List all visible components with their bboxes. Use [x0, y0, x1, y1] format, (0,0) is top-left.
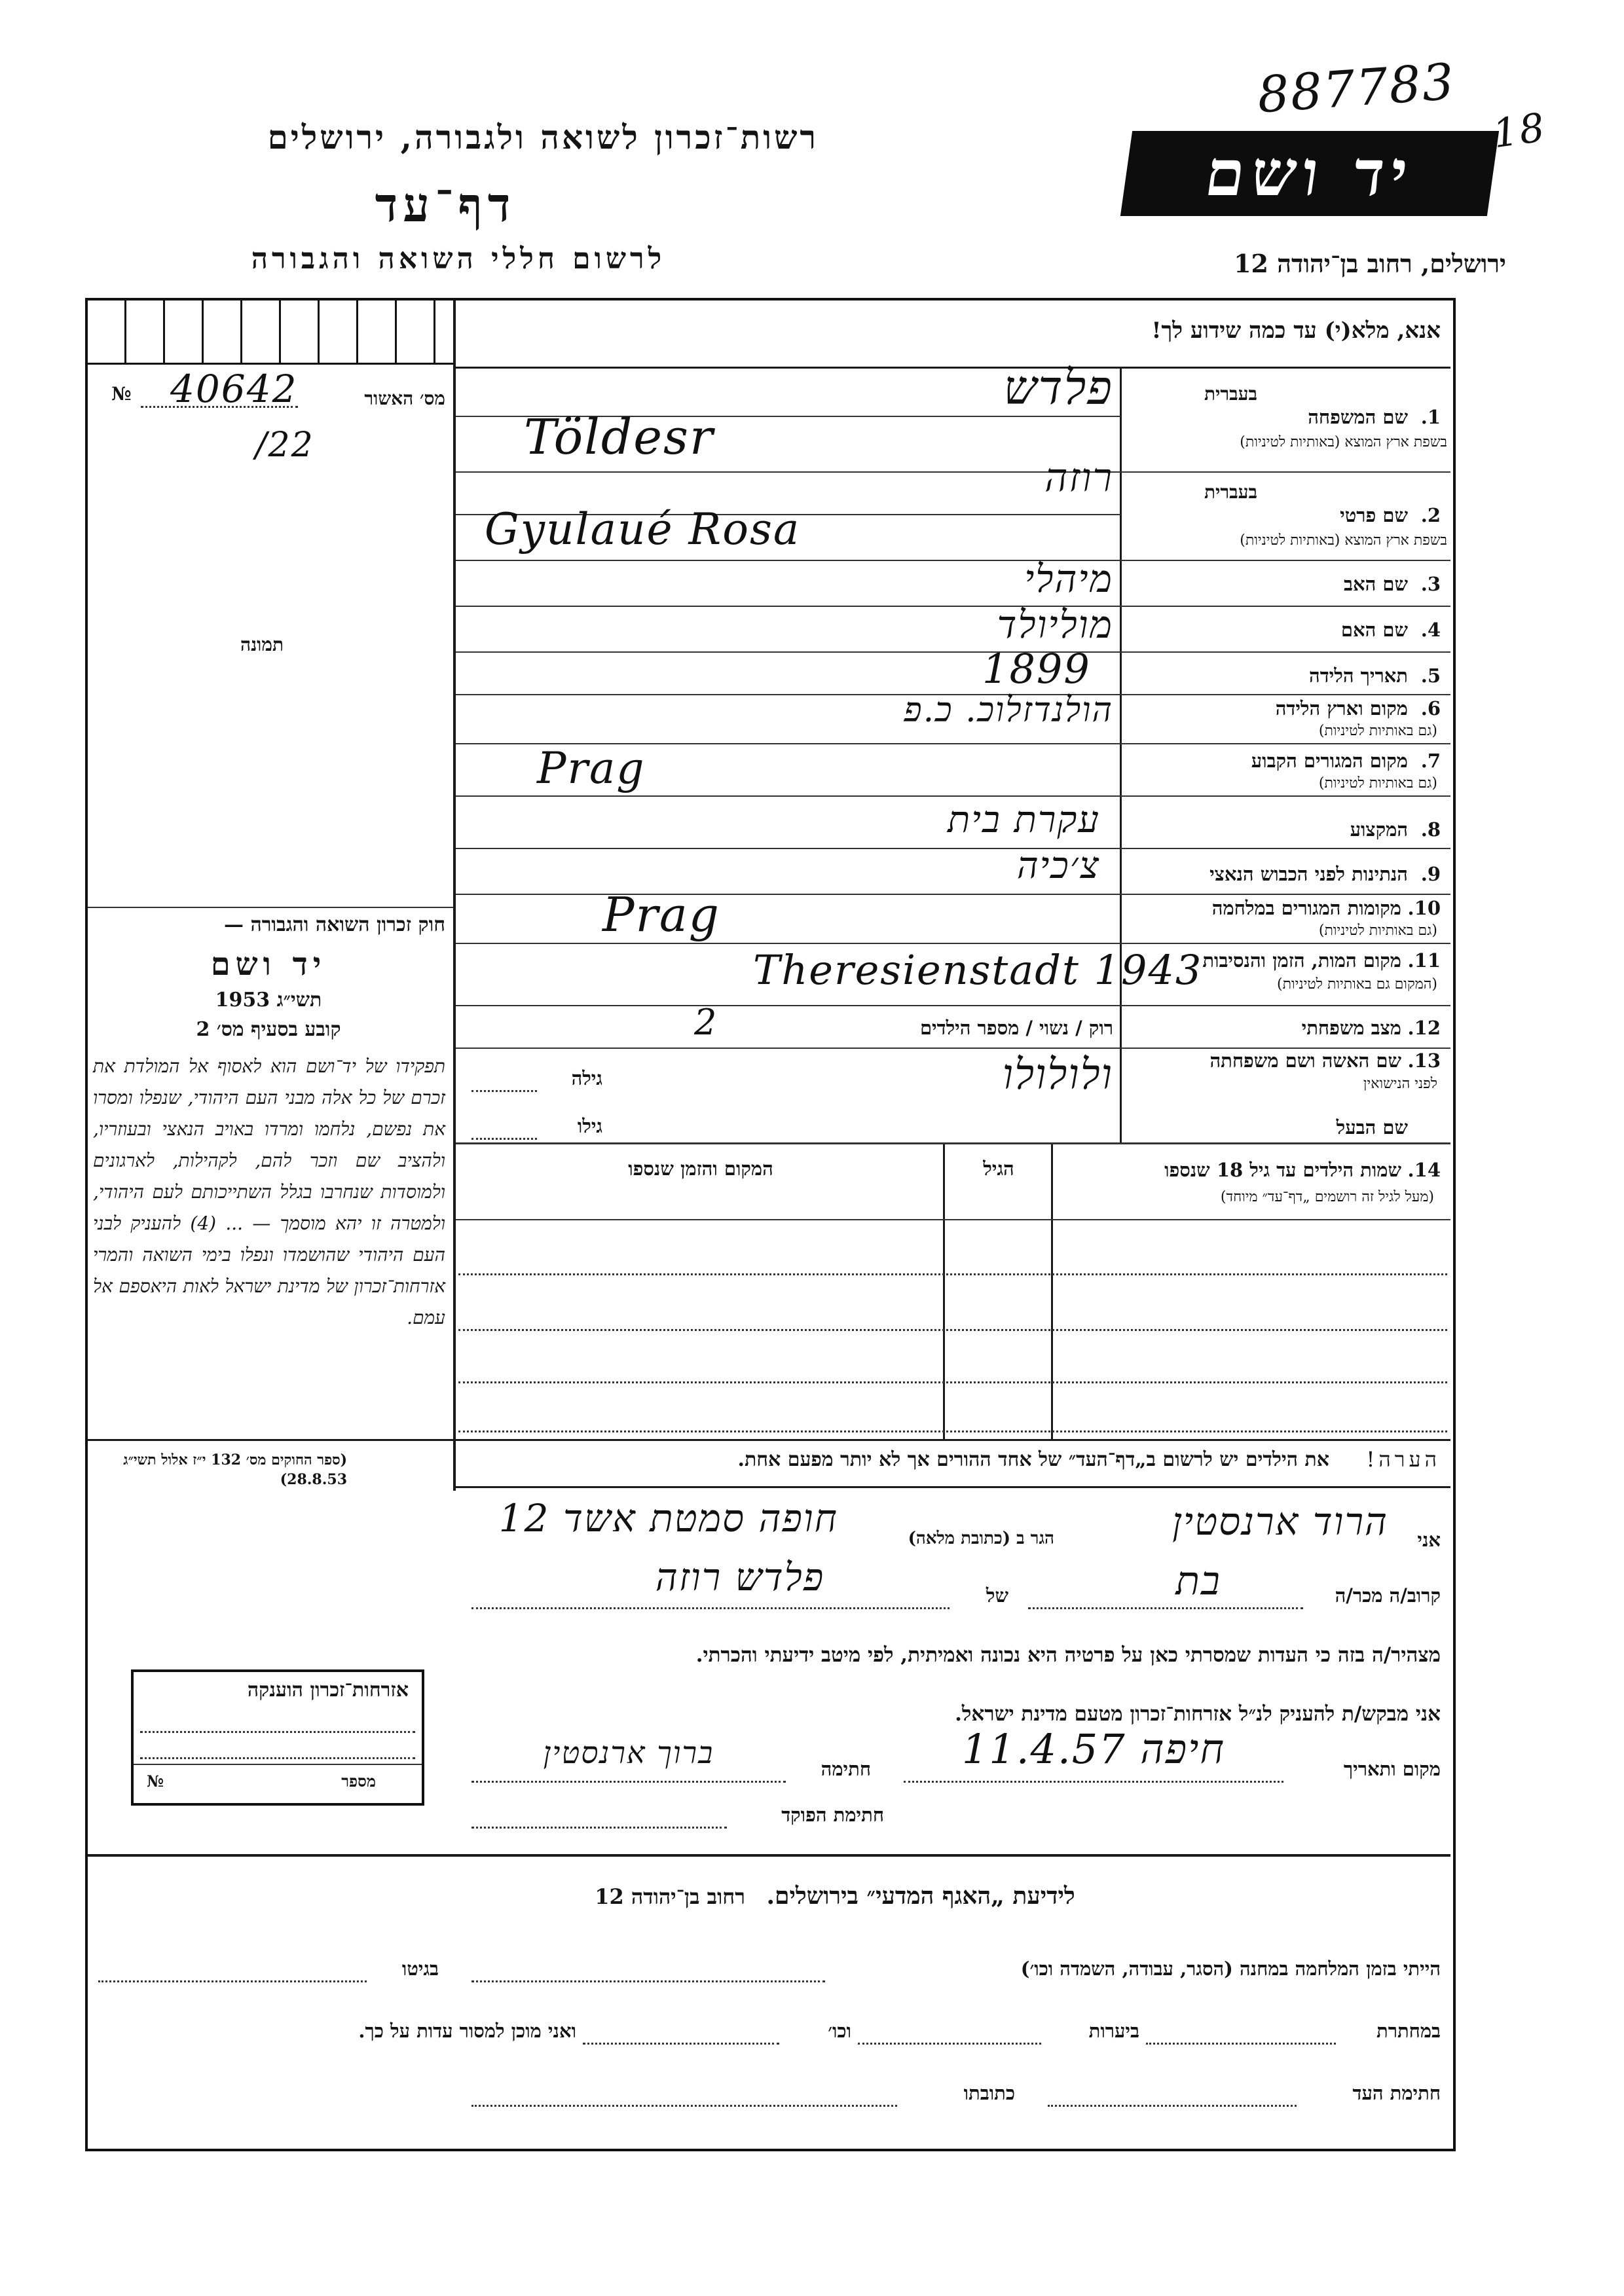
- place-date-dots: [904, 1781, 1283, 1783]
- relation-dots: [1028, 1607, 1303, 1609]
- row-line: [456, 1142, 1450, 1144]
- field-6-value: הולנדזלוכ. כ.פ: [904, 691, 1113, 730]
- field-6-number: 6.: [1420, 697, 1441, 720]
- field-3-value: מיהלי: [1024, 556, 1113, 601]
- citizenship-title: אזרחות־זכרון הוענקה: [247, 1679, 409, 1702]
- field-1-number: 1.: [1420, 406, 1441, 428]
- citizenship-dots-2: [140, 1757, 415, 1759]
- tick-strip: [88, 301, 453, 365]
- footer-ghetto-label: בגיטו: [401, 1958, 439, 1980]
- law-year: תשי״ג 1953: [215, 989, 322, 1011]
- footer-underground-label: במחתרת: [1376, 2020, 1441, 2042]
- approval-label: מס׳ האשור: [364, 388, 445, 409]
- field-9-label: הנתינות לפני הכבוש הנאצי: [1209, 863, 1408, 885]
- children-row: [458, 1381, 1447, 1383]
- field-8-label: המקצוע: [1350, 818, 1408, 841]
- husband-age-dots: [471, 1138, 537, 1140]
- field-8-number: 8.: [1420, 818, 1441, 841]
- footer-camp-dots: [471, 1980, 825, 1982]
- photo-label: תמונה: [240, 634, 284, 655]
- footer-forests-dots: [858, 2043, 1041, 2045]
- field-13-value: ולולולו: [1002, 1051, 1113, 1099]
- official-signature-label: חתימת הפוקד: [781, 1804, 884, 1826]
- law-text: תפקידו של יד־ושם הוא לאסוף אל המולדת את זכרם של כל אלה מבני העם היהודי, שנפלו ומסרו את נפשם, נלחמו ומרדו באויב הנאצי ובעוזריו, ולהציב שם וזכר להם, לקהילות, לארגונים ולמוסדות שנחרבו בגלל השתייכותם לעם היהודי, ולמטרה זו יהא מוסמך — ... (4) להעניק לבני העם היהודי שהושמדו ונפלו בימי השואה והמרי אזרחות־זכרון של מדינת ישראל לאות היאספם אל עמם.: [93, 1055, 445, 1328]
- footer-etc-dots: [583, 2043, 779, 2045]
- declarant-name: הרוד ארנסטין: [1172, 1499, 1388, 1544]
- note-text: את הילדים יש לרשום ב„דף־העד״ של אחד ההורים אך לא יותר מפעם אחת.: [737, 1448, 1329, 1471]
- footer-title-text: לידיעת „האגף המדעי״ בירושלים.: [766, 1882, 1075, 1910]
- field-1-tag: בעברית: [1204, 383, 1257, 405]
- footer-divider: [88, 1854, 1450, 1857]
- law-name: יד ושם: [210, 946, 327, 983]
- citizenship-number-label: מספר: [341, 1772, 376, 1791]
- place-date-value: חיפה 11.4.57: [961, 1725, 1226, 1773]
- field-7-number: 7.: [1420, 750, 1441, 772]
- row-line: [456, 795, 1450, 797]
- of-label: של: [986, 1584, 1008, 1607]
- citizenship-dots: [140, 1731, 415, 1733]
- relation-label: קרוב/ה מכר/ה: [1335, 1584, 1441, 1607]
- approval-no-mark: №: [111, 383, 132, 405]
- field-2-value-hebrew: רוזה: [1044, 455, 1113, 501]
- yad-vashem-logo: [1120, 131, 1499, 216]
- field-4-value: מוליולד: [997, 602, 1113, 647]
- field-5-label: תאריך הלידה: [1309, 665, 1408, 687]
- field-9-number: 9.: [1420, 863, 1441, 885]
- note-divider: [88, 1439, 1450, 1441]
- of-value: פלדש רוזה: [655, 1555, 825, 1599]
- field-12-value: 2: [694, 1002, 718, 1043]
- row-line: [456, 651, 1450, 653]
- field-13-age-label: גילה: [571, 1067, 602, 1089]
- field-10-number: 10.: [1407, 897, 1441, 919]
- place-date-label: מקום ותאריך: [1343, 1758, 1441, 1780]
- field-1-value-latin: Töldesr: [524, 409, 714, 465]
- children-row: [458, 1329, 1447, 1331]
- field-10-label: מקומות המגורים במלחמה: [1211, 897, 1401, 919]
- approval-value: 40642: [170, 367, 298, 411]
- approval-value-2: /22: [255, 426, 314, 465]
- field-5-value: 1899: [982, 645, 1091, 693]
- footer-witness-address-label: כתובתו: [963, 2082, 1015, 2104]
- field-2-tag: בעברית: [1204, 481, 1257, 503]
- field-12-options: רוק / נשוי / מספר הילדים: [919, 1017, 1113, 1039]
- wife-age-dots: [471, 1090, 537, 1092]
- citizenship-number-line: [134, 1764, 422, 1765]
- children-table-number: 14.: [1407, 1159, 1441, 1181]
- field-3-label: שם האב: [1343, 573, 1408, 595]
- relation-value: בת: [1175, 1558, 1221, 1604]
- field-8-value: עקרת בית: [948, 799, 1100, 841]
- of-dots: [471, 1607, 950, 1609]
- field-13-number: 13.: [1407, 1049, 1441, 1072]
- top-annotation: 18: [1490, 104, 1549, 158]
- logo-text: יד ושם: [1200, 136, 1419, 210]
- left-column-divider: [453, 301, 456, 1491]
- field-11-label: מקום המות, הזמן והנסיבות: [1202, 949, 1401, 972]
- children-row: [458, 1430, 1447, 1432]
- address-line: ירושלים, רחוב בן־יהודה 12: [1234, 249, 1506, 278]
- children-row: [458, 1273, 1447, 1275]
- children-table-label: שמות הילדים עד גיל 18 שנספו: [1164, 1159, 1401, 1181]
- request: אני מבקש/ת להעניק לנ״ל אזרחות־זכרון מטעם מדינת ישראל.: [955, 1702, 1441, 1726]
- signature-dots: [471, 1781, 786, 1783]
- footer-ghetto-dots: [98, 1980, 367, 1982]
- footer-witness-signature-label: חתימת העד: [1352, 2082, 1441, 2104]
- row-line: [456, 1048, 1450, 1049]
- citizenship-box: [131, 1669, 424, 1806]
- field-11-number: 11.: [1407, 949, 1441, 972]
- field-1-label: שם המשפחה: [1308, 406, 1408, 428]
- statement: מצהיר/ה בזה כי העדות שמסרתי כאן על פרטיה היא נכונה ואמיתית, לפי מיטב ידיעתי והכרתי.: [695, 1643, 1441, 1667]
- field-7-value: Prag: [537, 743, 646, 793]
- footer-etc-label: וכו׳: [828, 2020, 851, 2042]
- note-bottom-line: [456, 1486, 1450, 1488]
- footer-underground-dots: [1146, 2043, 1336, 2045]
- citizenship-no-mark: №: [147, 1772, 164, 1791]
- field-10-sublabel: (גם באותיות לטיניות): [1318, 922, 1437, 939]
- law-source: (ספר החוקים מס׳ 132 י״ז אלול תשי״ג 28.8.53): [123, 1451, 347, 1488]
- form-subtitle: לרשום חללי השואה והגבורה: [251, 242, 666, 276]
- note-label: הערה!: [1366, 1447, 1441, 1472]
- declarant-address: חופה סמטת אשד 12: [498, 1496, 838, 1540]
- intro-instruction: אנא, מלא(י) עד כמה שידוע לך!: [1151, 318, 1441, 344]
- footer-title: [458, 1882, 1211, 1910]
- field-12-label: מצב משפחתי: [1301, 1017, 1401, 1039]
- children-header-line: [456, 1219, 1450, 1220]
- field-5-number: 5.: [1420, 665, 1441, 687]
- field-11-value: Theresienstadt 1943: [753, 946, 1203, 994]
- husband-name-label: שם הבעל: [1336, 1116, 1408, 1139]
- field-4-number: 4.: [1420, 619, 1441, 641]
- field-7-sublabel: (גם באותיות לטיניות): [1318, 775, 1437, 792]
- children-col-divider-name: [1051, 1144, 1053, 1439]
- field-10-value: Prag: [602, 887, 720, 942]
- field-1-value-hebrew: פלדש: [1003, 360, 1113, 415]
- children-col-age: הגיל: [983, 1157, 1014, 1180]
- field-6-label: מקום וארץ הלידה: [1275, 697, 1408, 720]
- field-1-sublabel: בשפת ארץ המוצא (באותיות לטיניות): [1240, 434, 1447, 450]
- field-2-label: שם פרטי: [1340, 504, 1408, 526]
- field-11-sublabel: (המקום גם באותיות לטיניות): [1277, 976, 1437, 993]
- field-7-label: מקום המגורים הקבוע: [1251, 750, 1408, 772]
- children-col-divider-age: [943, 1144, 945, 1439]
- address-label: הגר ב (כתובת מלאה): [908, 1529, 1054, 1548]
- field-3-number: 3.: [1420, 573, 1441, 595]
- field-6-sublabel: (גם באותיות לטיניות): [1318, 723, 1437, 739]
- signature-value: ברוך ארנסטין: [543, 1735, 714, 1770]
- children-table-sublabel: (מעל לגיל זה רושמים „דף־עד״ מיוחד): [1220, 1189, 1434, 1205]
- field-4-label: שם האם: [1340, 619, 1408, 641]
- field-13-label: שם האשה ושם משפחתה: [1209, 1049, 1401, 1072]
- footer-camp-label: הייתי בזמן המלחמה במחנה (הסגר, עבודה, השמדה וכו׳): [1020, 1958, 1441, 1980]
- field-13-sublabel: לפני הנישואין: [1363, 1076, 1437, 1092]
- footer-testimony-label: ואני מוכן למסור עדות על כך.: [358, 2020, 576, 2042]
- footer-forests-label: ביערות: [1088, 2020, 1139, 2042]
- field-2-value-latin: Gyulaué Rosa: [485, 504, 801, 555]
- footer-witness-signature-dots: [1048, 2105, 1297, 2107]
- declarant-label: אני: [1417, 1529, 1441, 1551]
- archive-number: 887783: [1255, 52, 1457, 124]
- field-2-sublabel: בשפת ארץ המוצא (באותיות לטיניות): [1240, 532, 1447, 549]
- field-9-value: צ׳כיה: [1016, 845, 1100, 887]
- row-line: [456, 1005, 1450, 1006]
- law-box-top: [88, 907, 453, 908]
- footer-witness-address-dots: [471, 2105, 897, 2107]
- law-clause: קובע בסעיף מס׳ 2: [196, 1018, 341, 1041]
- footer-address: רחוב בן־יהודה 12: [595, 1884, 745, 1909]
- row-line: [456, 943, 1450, 944]
- form-name: דף־עד: [375, 177, 516, 232]
- law-title: חוק זכרון השואה והגבורה —: [224, 913, 445, 936]
- children-col-place: המקום והזמן שנספו: [628, 1157, 773, 1180]
- signature-label: חתימה: [821, 1758, 871, 1780]
- label-column-divider: [1120, 368, 1122, 1144]
- authority-title: רשות־זכרון לשואה ולגבורה, ירושלים: [267, 118, 819, 156]
- husband-age-label: גילו: [577, 1115, 602, 1137]
- field-2-number: 2.: [1420, 504, 1441, 526]
- official-signature-dots: [471, 1827, 727, 1829]
- field-12-number: 12.: [1407, 1017, 1441, 1039]
